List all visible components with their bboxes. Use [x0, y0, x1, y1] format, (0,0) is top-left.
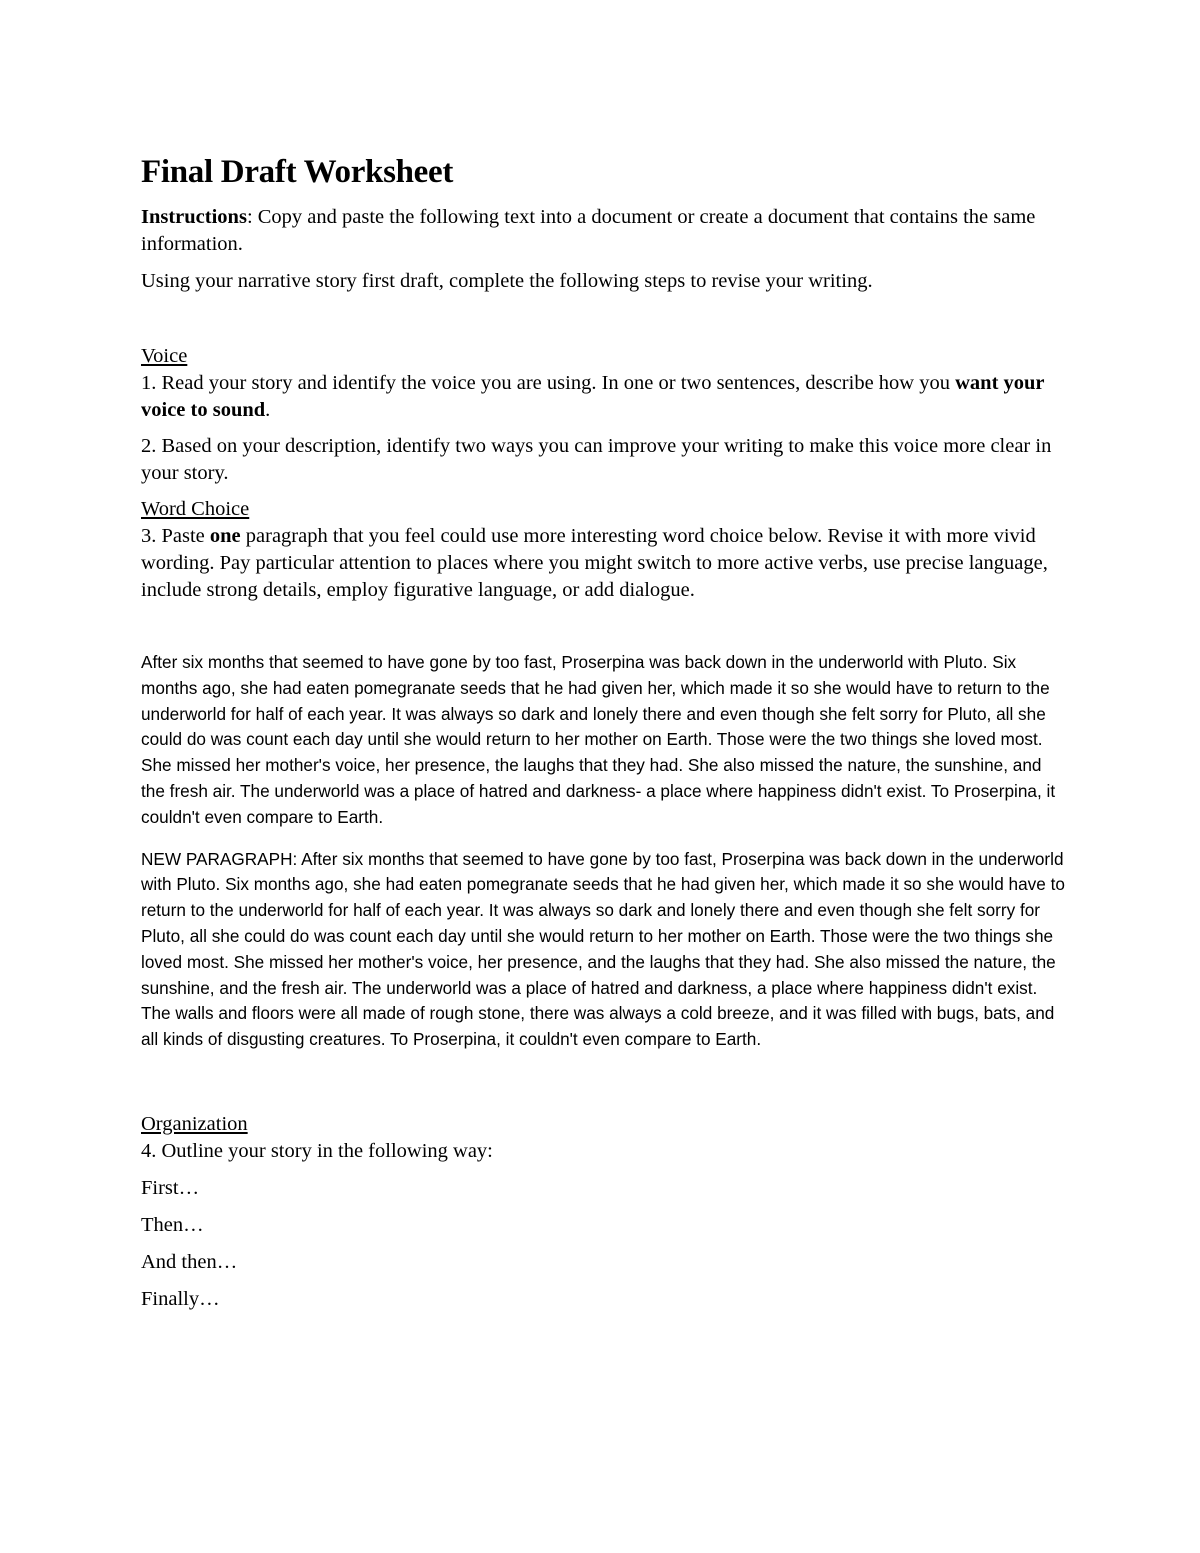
outline-step-finally: Finally…	[141, 1287, 220, 1310]
organization-question-4: 4. Outline your story in the following way:	[141, 1139, 493, 1162]
word-choice-heading: Word Choice	[141, 498, 250, 520]
instructions-paragraph	[141, 204, 1066, 258]
word-choice-q3-start: 3. Paste	[141, 525, 210, 547]
instructions-label: Instructions	[141, 206, 247, 228]
outline-step-and-then: And then…	[141, 1250, 238, 1273]
page-title: Final Draft Worksheet	[141, 154, 454, 190]
new-paragraph: NEW PARAGRAPH: After six months that seemed to have gone by too fast, Proserpina was back down in the underworld with Pluto. Six months ago, she had eaten pomegranate seeds that he had given her, which made it so she would have to return to the underworld for half of each year. It was always so dark and lonely there and even though she felt sorry for Pluto, all she could do was count each day until she would return to her mother on Earth. Those were the two things she loved most. She missed her mother's voice, her presence, and the laughs that they had. She also missed the nature, the sunshine, and the fresh air. The underworld was a place of hatred and darkness, a place where happiness didn't exist. The walls and floors were all made of rough stone, there was always a cold breeze, and it was filled with bugs, bats, and all kinds of disgusting creatures. To Proserpina, it couldn't even compare to Earth.	[141, 848, 1065, 1050]
instructions-text: : Copy and paste the following text into a document or create a document that contains the same information.	[141, 206, 1036, 255]
word-choice-q3-emphasis: one	[209, 525, 241, 547]
intro-paragraph: Using your narrative story first draft, complete the following steps to revise your writing.	[141, 270, 873, 292]
outline-step-first: First…	[141, 1176, 200, 1199]
organization-heading: Organization	[141, 1112, 248, 1135]
worksheet-page	[141, 150, 1066, 1313]
voice-q1-text: 1. Read your story and identify the voice you are using. In one or two sentences, describe how you	[141, 372, 956, 394]
voice-q1-end: .	[265, 399, 271, 421]
voice-question-1	[141, 370, 1066, 424]
voice-heading: Voice	[141, 345, 188, 367]
outline-step-then: Then…	[141, 1213, 204, 1236]
voice-q1-emphasis: want your voice to sound	[141, 372, 1045, 421]
word-choice-question-3	[141, 523, 1066, 604]
word-choice-q3-rest: paragraph that you feel could use more interesting word choice below. Revise it with more vivid wording. Pay particular attention to places where you might switch to more active verbs, use precise language, include strong details, employ figurative language, or add dialogue.	[141, 525, 1048, 601]
voice-question-2: 2. Based on your description, identify two ways you can improve your writing to make this voice more clear in your story.	[141, 435, 1052, 484]
original-paragraph: After six months that seemed to have gone by too fast, Proserpina was back down in the underworld with Pluto. Six months ago, she had eaten pomegranate seeds that he had given her, which made it so she would have to return to the underworld for half of each year. It was always so dark and lonely there and even though she felt sorry for Pluto, all she could do was count each day until she would return to her mother on Earth. Those were the two things she loved most. She missed her mother's voice, her presence, the laughs that they had. She also missed the nature, the sunshine, and the fresh air. The underworld was a place of hatred and darkness- a place where happiness didn't exist. To Proserpina, it couldn't even compare to Earth.	[141, 652, 1056, 827]
